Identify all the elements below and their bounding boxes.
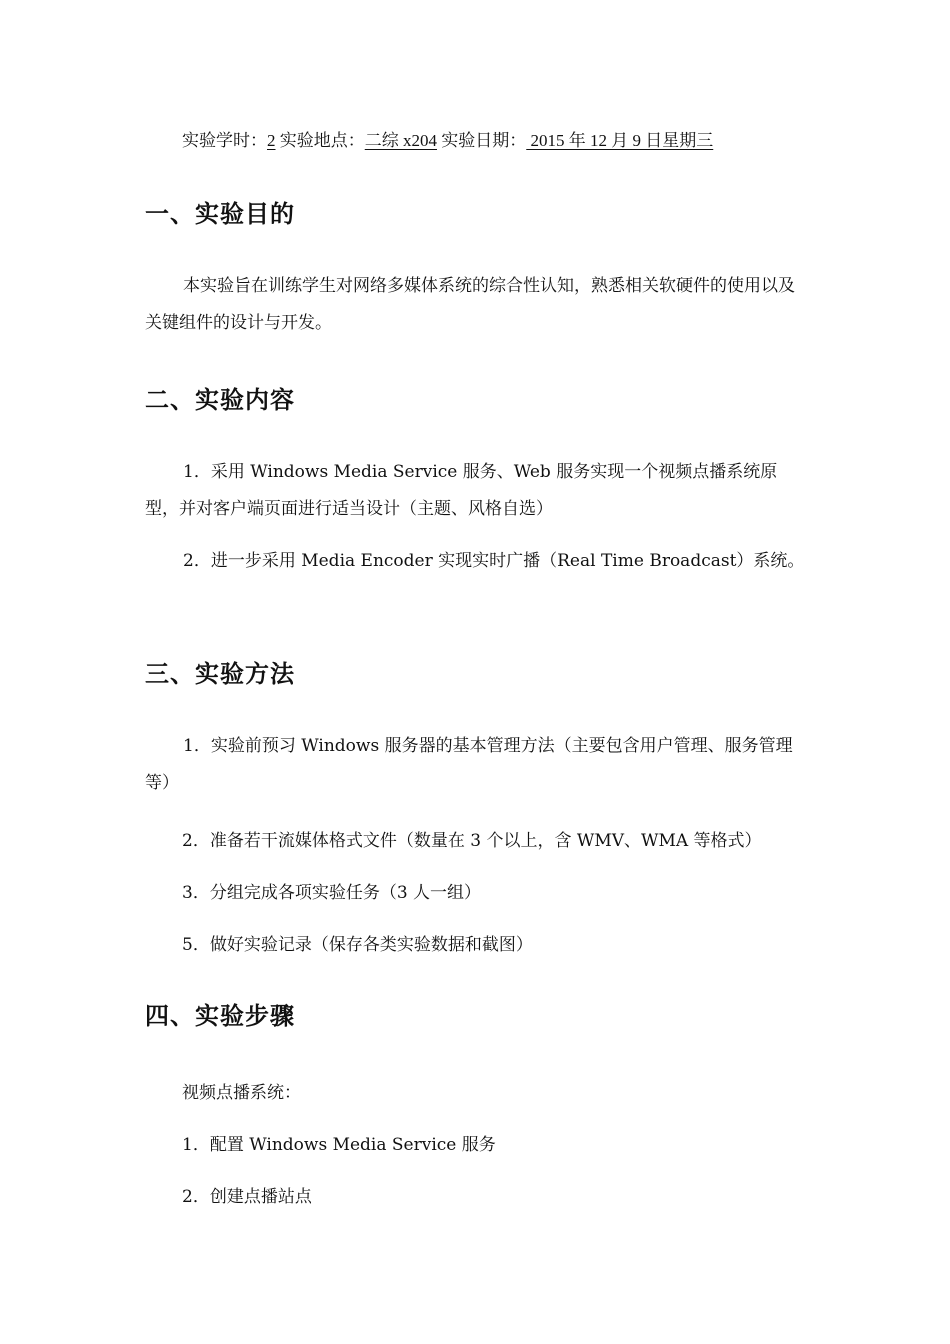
steps-item-2: 2．创建点播站点 (182, 1187, 312, 1207)
date-label: 实验日期： (441, 131, 527, 150)
hours-label: 实验学时： (182, 131, 267, 150)
steps-intro: 视频点播系统： (182, 1083, 301, 1103)
content-item-1: 1．采用 Windows Media Service 服务、Web 服务实现一个视频点播系统原型，并对客户端页面进行适当设计（主题、风格自选） (145, 462, 778, 519)
place-label: 实验地点： (279, 131, 365, 150)
method-item-3: 3．分组完成各项实验任务（3 人一组） (182, 883, 482, 903)
experiment-meta-line (182, 126, 713, 151)
content-item-2: 2．进一步采用 Media Encoder 实现实时广播（Real Time Broadcast）系统。 (183, 551, 805, 571)
method-item-1: 1．实验前预习 Windows 服务器的基本管理方法（主要包含用户管理、服务管理等） (145, 736, 793, 793)
hours-value: 2 (267, 131, 276, 150)
section-title-method: 三、实验方法 (145, 660, 295, 688)
date-value: 2015 年 12 月 9 日星期三 (526, 131, 714, 150)
purpose-paragraph: 本实验旨在训练学生对网络多媒体系统的综合性认知，熟悉相关软硬件的使用以及关键组件的设计与开发。 (145, 276, 795, 333)
section-title-content: 二、实验内容 (145, 386, 295, 414)
method-item-4: 5．做好实验记录（保存各类实验数据和截图） (182, 935, 533, 955)
place-value: 二综 x204 (364, 131, 437, 150)
steps-item-1: 1．配置 Windows Media Service 服务 (182, 1135, 496, 1155)
section-title-purpose: 一、实验目的 (145, 200, 295, 228)
section-title-steps: 四、实验步骤 (145, 1002, 295, 1030)
method-item-2: 2．准备若干流媒体格式文件（数量在 3 个以上，含 WMV、WMA 等格式） (182, 831, 762, 851)
